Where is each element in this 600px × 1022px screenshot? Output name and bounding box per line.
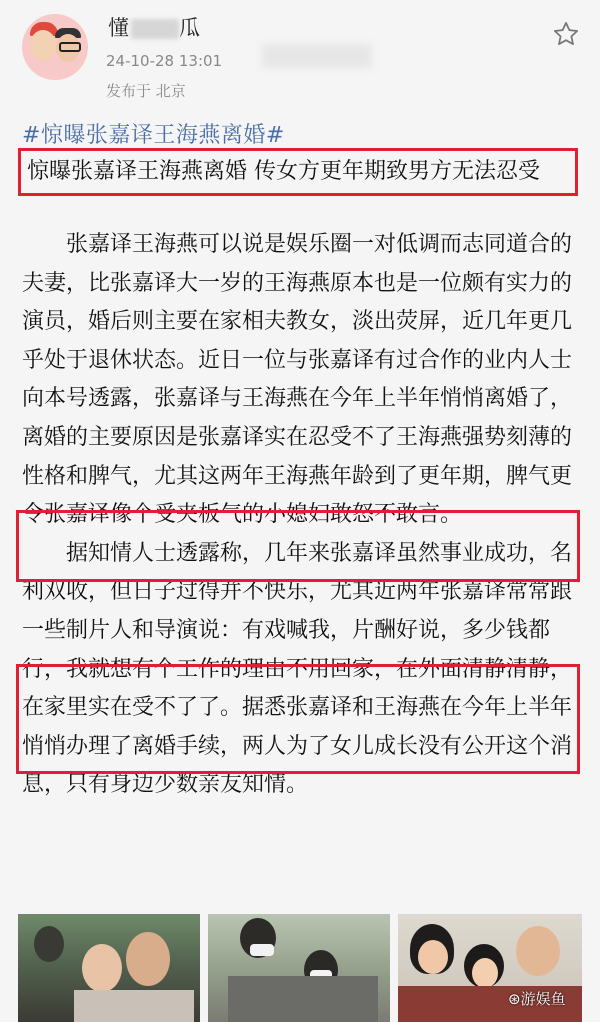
post-timestamp: 24-10-28 13:01 (106, 52, 223, 70)
paragraph: 据知情人士透露称，几年来张嘉译虽然事业成功，名利双收，但日子过得并不快乐，尤其近两年张嘉译常常跟一些制片人和导演说：有戏喊我，片酬好说，多少钱都行，我就想有个工作的理由不用回家，在外面清静清静，在家里实在受不了了。据悉张嘉译和王海燕在今年上半年悄悄办理了离婚手续，两人为了女儿成长没有公开这个消息，只有身边少数亲友知情。 (22, 540, 573, 798)
post-location: 发布于 北京 (106, 82, 186, 100)
fish-logo-icon: ⊛ (508, 990, 521, 1008)
hashtag-link[interactable]: #惊曝张嘉译王海燕离婚# (22, 123, 285, 148)
highlight-box (16, 664, 580, 774)
post-header (0, 0, 600, 110)
star-outline-icon[interactable] (552, 20, 580, 48)
watermark: ⊛游娱鱼 (508, 990, 566, 1008)
photo[interactable] (208, 914, 390, 1022)
blurred-region (262, 44, 372, 68)
article-title: 惊曝张嘉译王海燕离婚 传女方更年期致男方无法忍受 (18, 148, 578, 196)
paragraph: 张嘉译王海燕可以说是娱乐圈一对低调而志同道合的夫妻，比张嘉译大一岁的王海燕原本也是一位颇有实力的演员，婚后则主要在家相夫教女，淡出荧屏，近几年更几乎处于退休状态。近日一位与张嘉译有过合作的业内人士向本号透露，张嘉译与王海燕在今年上半年悄悄离婚了，离婚的主要原因是张嘉译实在忍受不了王海燕强势刻薄的性格和脾气，尤其这两年王海燕年龄到了更年期，脾气更令张嘉译像个受夹板气的小媳妇敢怒不敢言。 (22, 232, 573, 528)
photo[interactable] (18, 914, 200, 1022)
highlight-box (16, 510, 580, 582)
username[interactable]: 懂 瓜 (108, 16, 200, 40)
avatar[interactable] (22, 14, 88, 80)
